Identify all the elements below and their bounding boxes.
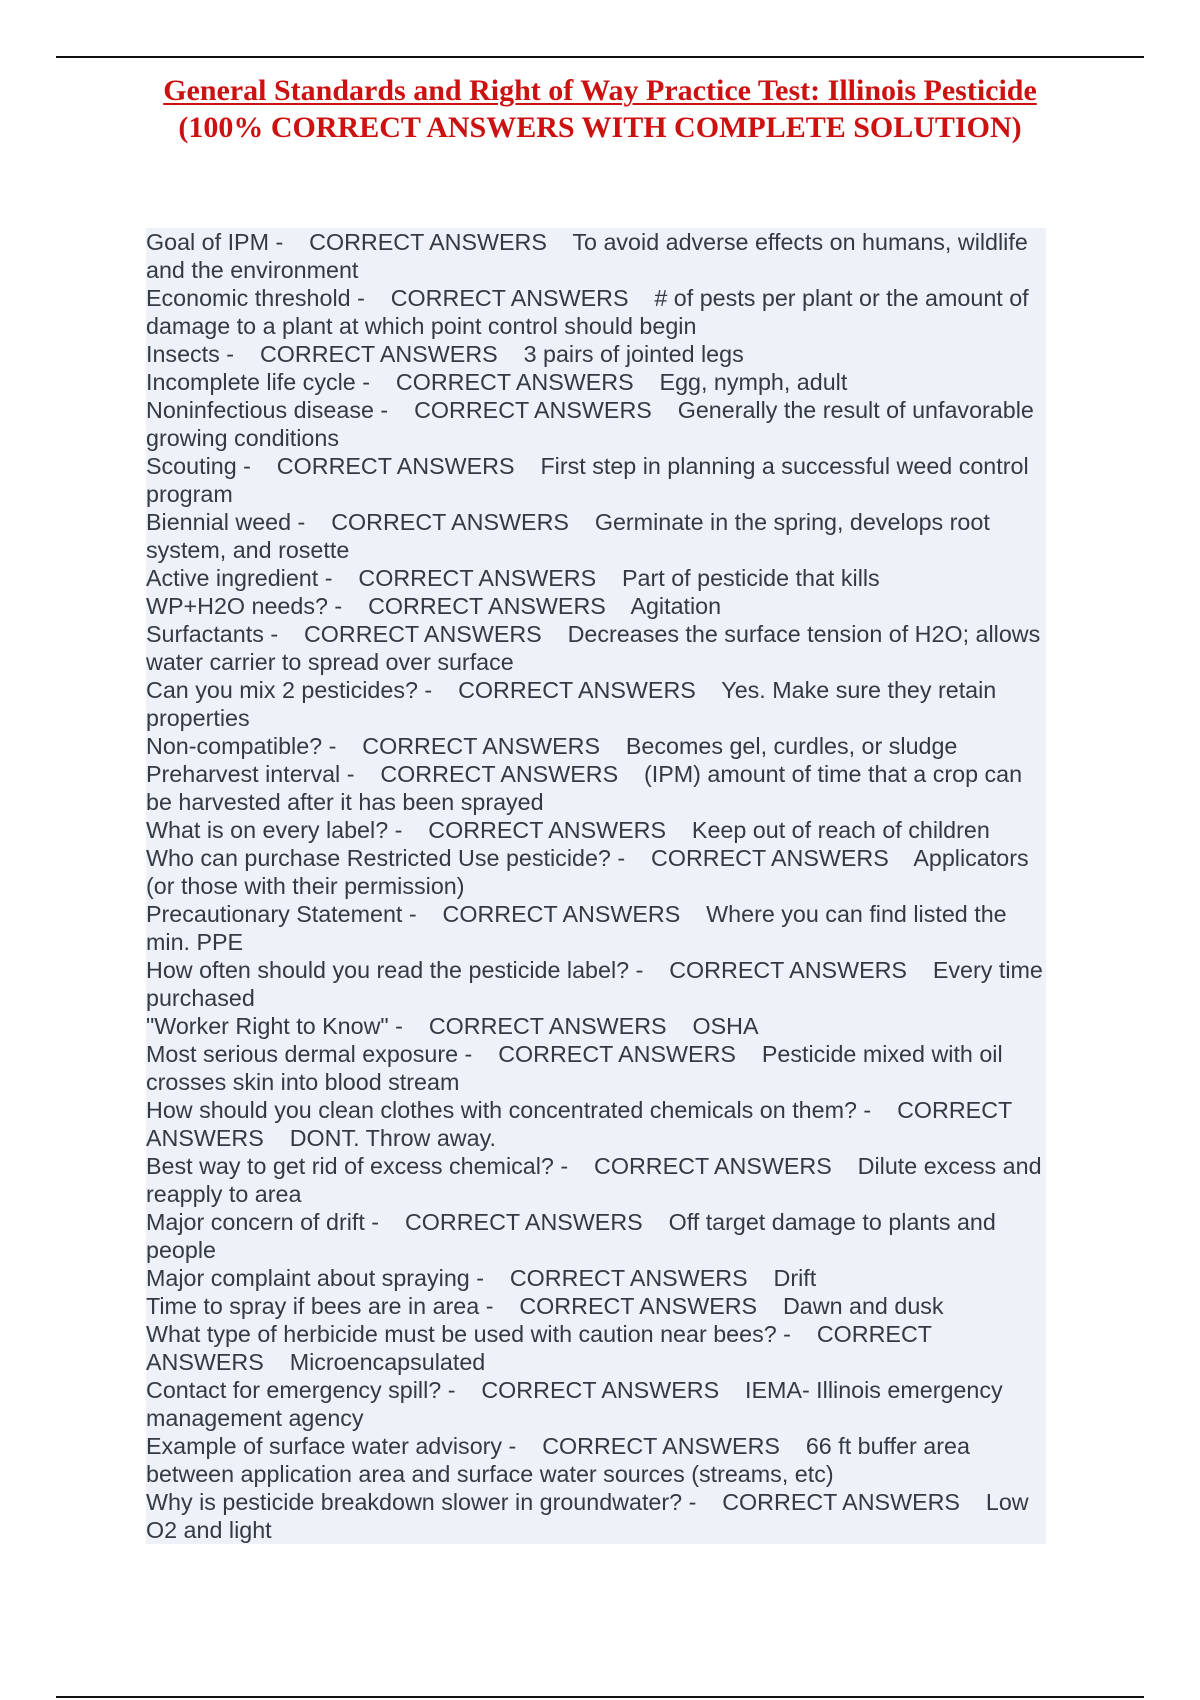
qa-answer-marker: CORRECT ANSWERS xyxy=(309,229,547,255)
qa-answer: Agitation xyxy=(630,593,722,619)
qa-answer-marker: CORRECT ANSWERS xyxy=(594,1153,832,1179)
qa-item: Best way to get rid of excess chemical? - CORRECT ANSWERS Dilute excess and reapply to area xyxy=(146,1153,1042,1207)
qa-question: How often should you read the pesticide label? xyxy=(146,957,630,983)
qa-answer-marker: CORRECT ANSWERS xyxy=(380,761,619,787)
qa-answer: # of pests per plant or the amount of damage to a plant at which point control should begin xyxy=(146,285,1029,339)
qa-answer-marker: CORRECT ANSWERS xyxy=(404,1209,643,1235)
qa-item: Insects - CORRECT ANSWERS 3 pairs of jointed legs xyxy=(146,341,744,367)
qa-question: Noninfectious disease xyxy=(146,397,374,423)
qa-answer: Low O2 and light xyxy=(146,1489,1029,1543)
qa-answer: Generally the result of unfavorable growing conditions xyxy=(146,397,1034,451)
qa-question: "Worker Right to Know" xyxy=(146,1013,389,1039)
qa-item: Contact for emergency spill? - CORRECT ANSWERS IEMA- Illinois emergency management agency xyxy=(146,1377,1003,1431)
qa-item: Who can purchase Restricted Use pesticide? - CORRECT ANSWERS Applicators (or those with their permission) xyxy=(146,845,1029,899)
qa-answer: Dawn and dusk xyxy=(782,1293,944,1319)
qa-question: Surfactants xyxy=(146,621,264,647)
qa-answer-marker: CORRECT ANSWERS xyxy=(509,1265,748,1291)
qa-item: Scouting - CORRECT ANSWERS First step in planning a successful weed control program xyxy=(146,453,1029,507)
qa-answer-marker: CORRECT ANSWERS xyxy=(651,845,889,871)
qa-question: Economic threshold xyxy=(146,285,351,311)
qa-answer-marker: CORRECT ANSWERS xyxy=(722,1489,960,1515)
qa-list xyxy=(146,228,1046,1544)
qa-answer: 3 pairs of jointed legs xyxy=(523,341,744,367)
qa-answer: OSHA xyxy=(692,1013,759,1039)
qa-question: Can you mix 2 pesticides? xyxy=(146,677,418,703)
qa-answer: First step in planning a successful weed control program xyxy=(146,453,1029,507)
qa-item: Most serious dermal exposure - CORRECT ANSWERS Pesticide mixed with oil crosses skin into blood stream xyxy=(146,1041,1003,1095)
qa-item: Can you mix 2 pesticides? - CORRECT ANSWERS Yes. Make sure they retain properties xyxy=(146,677,997,731)
qa-answer: Yes. Make sure they retain properties xyxy=(146,677,997,731)
qa-item: Surfactants - CORRECT ANSWERS Decreases the surface tension of H2O; allows water carrier to spread over surface xyxy=(146,621,1041,675)
qa-answer-marker: CORRECT ANSWERS xyxy=(519,1293,758,1319)
qa-answer: Decreases the surface tension of H2O; allows water carrier to spread over surface xyxy=(146,621,1041,675)
qa-answer-marker: CORRECT ANSWERS xyxy=(542,1433,780,1459)
qa-item: Biennial weed - CORRECT ANSWERS Germinate in the spring, develops root system, and rosette xyxy=(146,509,990,563)
qa-answer-marker: CORRECT ANSWERS xyxy=(669,957,907,983)
qa-answer-marker: CORRECT ANSWERS xyxy=(362,733,600,759)
qa-answer-marker: CORRECT ANSWERS xyxy=(395,369,634,395)
qa-item: Noninfectious disease - CORRECT ANSWERS Generally the result of unfavorable growing conditions xyxy=(146,397,1034,451)
qa-answer: DONT. Throw away. xyxy=(289,1125,496,1151)
qa-answer-marker: CORRECT ANSWERS xyxy=(368,593,606,619)
qa-answer-marker: CORRECT ANSWERS xyxy=(358,565,597,591)
qa-item: What is on every label? - CORRECT ANSWERS Keep out of reach of children xyxy=(146,817,990,843)
qa-question: What type of herbicide must be used with caution near bees? xyxy=(146,1321,777,1347)
qa-answer: Applicators (or those with their permission) xyxy=(146,845,1029,899)
qa-answer-marker: CORRECT ANSWERS xyxy=(259,341,498,367)
qa-answer: Off target damage to plants and people xyxy=(146,1209,996,1263)
qa-question: Major concern of drift xyxy=(146,1209,365,1235)
qa-question: Insects xyxy=(146,341,220,367)
qa-item: Economic threshold - CORRECT ANSWERS # of pests per plant or the amount of damage to a plant at which point control should begin xyxy=(146,285,1029,339)
qa-question: Goal of IPM xyxy=(146,229,270,255)
qa-answer: Germinate in the spring, develops root system, and rosette xyxy=(146,509,990,563)
qa-answer: Becomes gel, curdles, or sludge xyxy=(625,733,958,759)
qa-item: Goal of IPM - CORRECT ANSWERS To avoid adverse effects on humans, wildlife and the environment xyxy=(146,229,1028,283)
qa-item: WP+H2O needs? - CORRECT ANSWERS Agitation xyxy=(146,593,722,619)
qa-question: Best way to get rid of excess chemical? xyxy=(146,1153,554,1179)
qa-answer-marker: CORRECT ANSWERS xyxy=(276,453,515,479)
qa-item: Major complaint about spraying - CORRECT ANSWERS Drift xyxy=(146,1265,817,1291)
qa-answer-marker: CORRECT ANSWERS xyxy=(481,1377,720,1403)
qa-question: Major complaint about spraying xyxy=(146,1265,470,1291)
qa-question: Who can purchase Restricted Use pesticide? xyxy=(146,845,611,871)
qa-answer-marker: CORRECT ANSWERS xyxy=(146,1321,932,1375)
qa-item: How should you clean clothes with concentrated chemicals on them? - CORRECT ANSWERS DONT. Throw away. xyxy=(146,1097,1012,1151)
qa-item: Why is pesticide breakdown slower in groundwater? - CORRECT ANSWERS Low O2 and light xyxy=(146,1489,1029,1543)
qa-item: Precautionary Statement - CORRECT ANSWERS Where you can find listed the min. PPE xyxy=(146,901,1007,955)
qa-question: Scouting xyxy=(146,453,237,479)
qa-question: What is on every label? xyxy=(146,817,389,843)
bottom-divider xyxy=(56,1696,1144,1698)
qa-item: Preharvest interval - CORRECT ANSWERS (IPM) amount of time that a crop can be harvested after it has been sprayed xyxy=(146,761,1023,815)
qa-question: Most serious dermal exposure xyxy=(146,1041,459,1067)
qa-answer-marker: CORRECT ANSWERS xyxy=(458,677,696,703)
qa-answer-marker: CORRECT ANSWERS xyxy=(303,621,542,647)
qa-answer-marker: CORRECT ANSWERS xyxy=(414,397,652,423)
qa-answer-marker: CORRECT ANSWERS xyxy=(442,901,681,927)
qa-item: Non-compatible? - CORRECT ANSWERS Becomes gel, curdles, or sludge xyxy=(146,733,958,759)
qa-question: Non-compatible? xyxy=(146,733,323,759)
qa-item: Time to spray if bees are in area - CORRECT ANSWERS Dawn and dusk xyxy=(146,1293,944,1319)
qa-answer-marker: CORRECT ANSWERS xyxy=(498,1041,736,1067)
qa-question: Biennial weed xyxy=(146,509,292,535)
top-divider xyxy=(56,56,1144,58)
qa-item: What type of herbicide must be used with caution near bees? - CORRECT ANSWERS Microencapsulated xyxy=(146,1321,932,1375)
qa-answer: Where you can find listed the min. PPE xyxy=(146,901,1007,955)
qa-question: Active ingredient xyxy=(146,565,319,591)
qa-answer: Dilute excess and reapply to area xyxy=(146,1153,1042,1207)
qa-question: How should you clean clothes with concentrated chemicals on them? xyxy=(146,1097,857,1123)
qa-answer: Drift xyxy=(773,1265,817,1291)
qa-question: Contact for emergency spill? xyxy=(146,1377,442,1403)
qa-question: Why is pesticide breakdown slower in groundwater? xyxy=(146,1489,683,1515)
qa-item: Incomplete life cycle - CORRECT ANSWERS Egg, nymph, adult xyxy=(146,369,848,395)
qa-item: Major concern of drift - CORRECT ANSWERS Off target damage to plants and people xyxy=(146,1209,996,1263)
qa-question: Time to spray if bees are in area xyxy=(146,1293,480,1319)
qa-answer-marker: CORRECT ANSWERS xyxy=(331,509,569,535)
qa-answer: Egg, nymph, adult xyxy=(659,369,848,395)
qa-item: "Worker Right to Know" - CORRECT ANSWERS OSHA xyxy=(146,1013,759,1039)
qa-item: How often should you read the pesticide label? - CORRECT ANSWERS Every time purchased xyxy=(146,957,1043,1011)
qa-answer: Every time purchased xyxy=(146,957,1043,1011)
qa-question: WP+H2O needs? xyxy=(146,593,328,619)
qa-item: Example of surface water advisory - CORRECT ANSWERS 66 ft buffer area between application area and surface water sources (streams, etc) xyxy=(146,1433,970,1487)
qa-answer-marker: CORRECT ANSWERS xyxy=(428,1013,667,1039)
qa-answer: Pesticide mixed with oil crosses skin into blood stream xyxy=(146,1041,1003,1095)
qa-answer: (IPM) amount of time that a crop can be harvested after it has been sprayed xyxy=(146,761,1023,815)
qa-answer-marker: CORRECT ANSWERS xyxy=(390,285,629,311)
qa-answer: To avoid adverse effects on humans, wildlife and the environment xyxy=(146,229,1028,283)
qa-answer: Microencapsulated xyxy=(289,1349,486,1375)
qa-question: Incomplete life cycle xyxy=(146,369,356,395)
page-title-underlined: General Standards and Right of Way Practice Test: Illinois Pesticide xyxy=(163,74,1037,107)
qa-question: Example of surface water advisory xyxy=(146,1433,503,1459)
qa-answer: Keep out of reach of children xyxy=(691,817,990,843)
qa-answer: Part of pesticide that kills xyxy=(622,565,880,591)
qa-question: Preharvest interval xyxy=(146,761,341,787)
qa-question: Precautionary Statement xyxy=(146,901,403,927)
page-title xyxy=(140,72,1060,146)
page-title-rest: (100% CORRECT ANSWERS WITH COMPLETE SOLUTION) xyxy=(178,111,1022,144)
qa-answer: IEMA- Illinois emergency management agency xyxy=(146,1377,1003,1431)
qa-item: Active ingredient - CORRECT ANSWERS Part of pesticide that kills xyxy=(146,565,880,591)
qa-answer: 66 ft buffer area between application area and surface water sources (streams, etc) xyxy=(146,1433,970,1487)
qa-answer-marker: CORRECT ANSWERS xyxy=(428,817,667,843)
qa-answer-marker: CORRECT ANSWERS xyxy=(146,1097,1012,1151)
